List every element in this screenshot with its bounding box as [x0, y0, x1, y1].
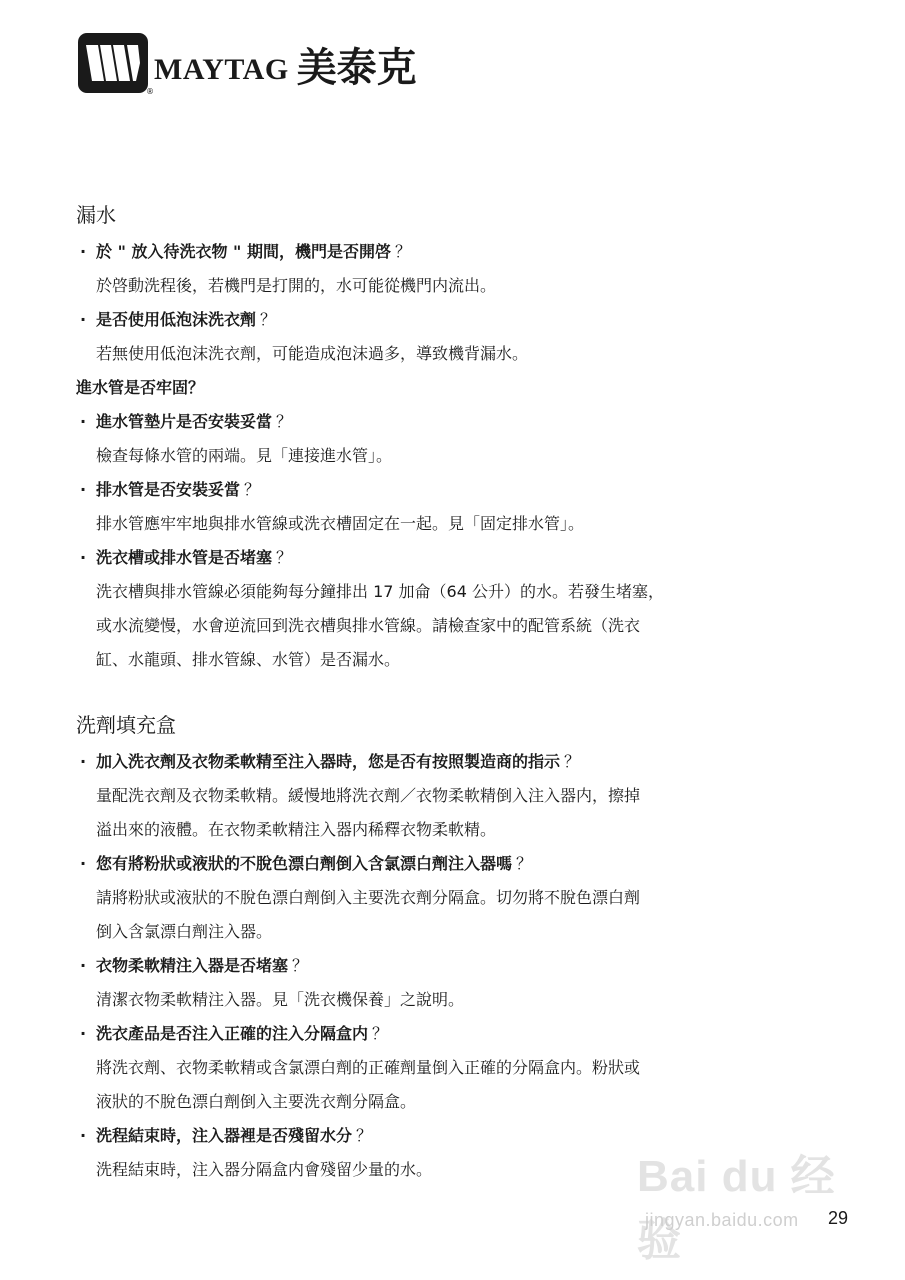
question-follow-instructions: · 加入洗衣劑及衣物柔軟精至注入器時，您是否有按照製造商的指示 ？ [76, 745, 836, 779]
brand-name-cn: 美泰克 [296, 43, 417, 91]
bullet-dot: · [80, 242, 87, 261]
question-hose-washer: · 進水管墊片是否安裝妥當 ？ [76, 405, 836, 439]
question-door-open: · 於 " 放入待洗衣物 " 期間，機門是否開啓 ？ [76, 235, 836, 269]
answer-low-foam: 若無使用低泡沫洗衣劑，可能造成泡沫過多，導致機背漏水。 [96, 344, 529, 363]
question-low-foam: · 是否使用低泡沫洗衣劑 ？ [76, 303, 836, 337]
bullet-dot: · [80, 854, 87, 873]
watermark-url: jingyan.baidu.com [645, 1210, 799, 1230]
bullet-dot: · [80, 310, 87, 329]
answer-follow-instructions-line-1: 量配洗衣劑及衣物柔軟精。緩慢地將洗衣劑／衣物柔軟精倒入注入器内，擦掉 [96, 786, 641, 805]
bullet-dot: · [80, 412, 87, 431]
question-softener-clogged: · 衣物柔軟精注入器是否堵塞 ？ [76, 949, 836, 983]
brand-logo [78, 32, 417, 94]
question-correct-compartment: · 洗衣產品是否注入正確的注入分隔盒内 ？ [76, 1017, 836, 1051]
section-title-dispenser: 洗劑填充盒 [76, 713, 176, 737]
bullet-dot: · [80, 480, 87, 499]
answer-tub-clogged-line-2: 或水流變慢，水會逆流回到洗衣槽與排水管線。請檢查家中的配管系統（洗衣 [96, 616, 641, 635]
answer-door-open: 於啓動洗程後，若機門是打開的，水可能從機門内流出。 [96, 276, 497, 295]
subtitle-inlet-hose: 進水管是否牢固？ [76, 378, 205, 397]
page-number: 29 [828, 1208, 849, 1228]
registered-mark: ® [146, 87, 154, 96]
bullet-dot: · [80, 1126, 87, 1145]
answer-residual-water: 洗程結束時，注入器分隔盒内會殘留少量的水。 [96, 1160, 433, 1179]
troubleshooting-content [76, 195, 836, 1187]
answer-tub-clogged-line-1: 洗衣槽與排水管線必須能夠每分鐘排出 17 加侖（64 公升）的水。若發生堵塞， [96, 582, 664, 601]
answer-follow-instructions-line-2: 溢出來的液體。在衣物柔軟精注入器内稀釋衣物柔軟精。 [96, 820, 497, 839]
brand-name-en: MAYTAG [154, 53, 289, 86]
question-drain-hose: · 排水管是否安裝妥當 ？ [76, 473, 836, 507]
answer-correct-compartment-line-2: 液狀的不脫色漂白劑倒入主要洗衣劑分隔盒。 [96, 1092, 417, 1111]
answer-bleach-dispenser-line-2: 倒入含氯漂白劑注入器。 [96, 922, 273, 941]
question-tub-clogged: · 洗衣槽或排水管是否堵塞 ？ [76, 541, 836, 575]
bullet-dot: · [80, 548, 87, 567]
bullet-dot: · [80, 956, 87, 975]
question-residual-water: · 洗程結束時，注入器裡是否殘留水分 ？ [76, 1119, 836, 1153]
bullet-dot: · [80, 752, 87, 771]
answer-correct-compartment-line-1: 將洗衣劑、衣物柔軟精或含氯漂白劑的正確劑量倒入正確的分隔盒内。粉狀或 [96, 1058, 641, 1077]
answer-drain-hose: 排水管應牢牢地與排水管線或洗衣槽固定在一起。見「固定排水管」。 [96, 514, 585, 533]
answer-hose-washer: 檢查每條水管的兩端。見「連接進水管」。 [96, 446, 393, 465]
answer-tub-clogged-line-3: 缸、水龍頭、排水管線、水管）是否漏水。 [96, 650, 401, 669]
question-bleach-dispenser: · 您有將粉狀或液狀的不脫色漂白劑倒入含氯漂白劑注入器嗎 ？ [76, 847, 836, 881]
bullet-dot: · [80, 1024, 87, 1043]
section-title-leak: 漏水 [76, 203, 116, 227]
baidu-watermark [637, 1140, 847, 1265]
answer-bleach-dispenser-line-1: 請將粉狀或液狀的不脫色漂白劑倒入主要洗衣劑分隔盒。切勿將不脫色漂白劑 [96, 888, 641, 907]
maytag-logo-mark-icon [78, 33, 148, 93]
watermark-logo: Bai du 经验 [637, 1152, 836, 1265]
answer-softener-clogged: 清潔衣物柔軟精注入器。見「洗衣機保養」之說明。 [96, 990, 465, 1009]
